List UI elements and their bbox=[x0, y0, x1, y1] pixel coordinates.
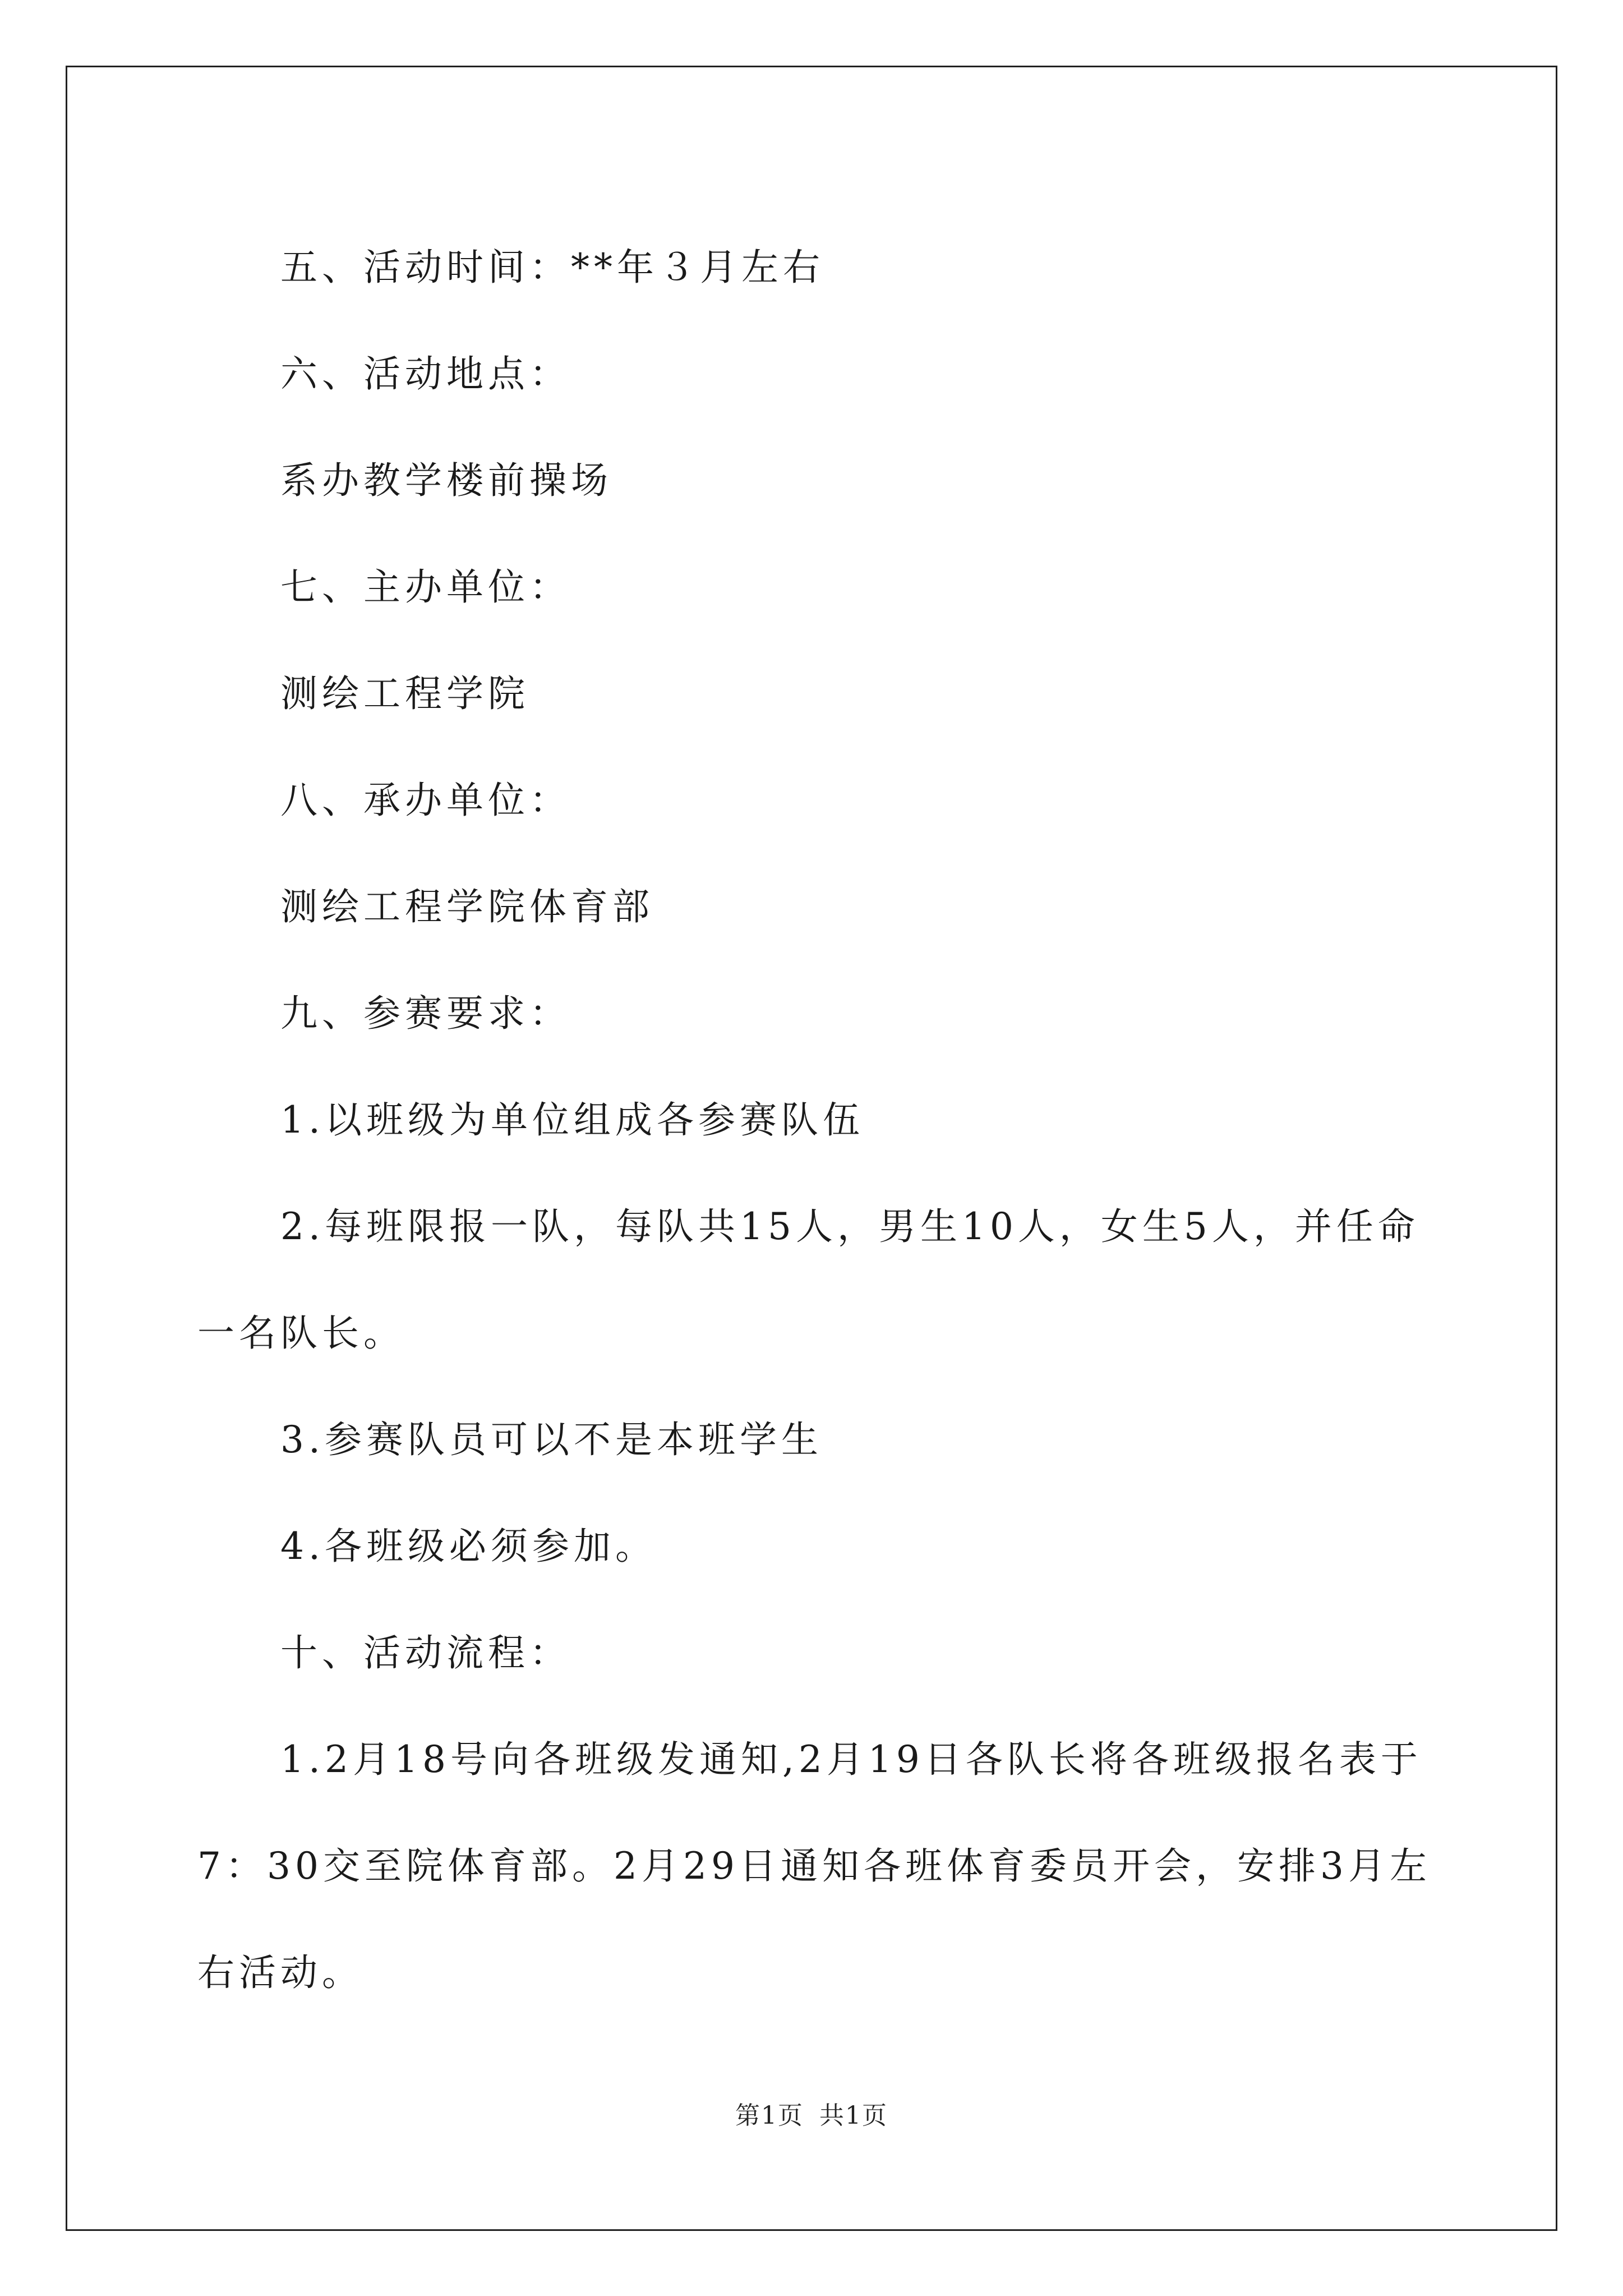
document-body bbox=[197, 214, 1431, 2026]
paragraph: 测绘工程学院体育部 bbox=[280, 885, 654, 928]
paragraph: 2.每班限报一队，每队共15人，男生10人，女生5人，并任命一名队长。 bbox=[197, 1205, 1419, 1355]
paragraph: 七、主办单位： bbox=[280, 565, 571, 609]
paragraph: 1.2月18号向各班级发通知,2月19日各队长将各班级报名表于7：30交至院体育部。2月29日通知各班体育委员开会，安排3月左右活动。 bbox=[197, 1738, 1431, 1994]
paragraph: 系办教学楼前操场 bbox=[280, 459, 612, 502]
paragraph: 测绘工程学院 bbox=[280, 672, 529, 715]
page-number-total: 共1页 bbox=[819, 2101, 888, 2130]
paragraph: 五、活动时间：**年３月左右 bbox=[280, 246, 824, 289]
paragraph: 1.以班级为单位组成各参赛队伍 bbox=[280, 1098, 864, 1142]
page-number-current: 第1页 bbox=[735, 2101, 804, 2130]
paragraph: 九、参赛要求： bbox=[280, 992, 571, 1035]
paragraph: 十、活动流程： bbox=[280, 1631, 571, 1674]
paragraph: 3.参赛队员可以不是本班学生 bbox=[280, 1418, 823, 1461]
page-footer bbox=[0, 2095, 1623, 2131]
paragraph: 八、承办单位： bbox=[280, 779, 571, 822]
paragraph: 4.各班级必须参加。 bbox=[280, 1525, 657, 1568]
paragraph: 六、活动地点： bbox=[280, 352, 571, 395]
